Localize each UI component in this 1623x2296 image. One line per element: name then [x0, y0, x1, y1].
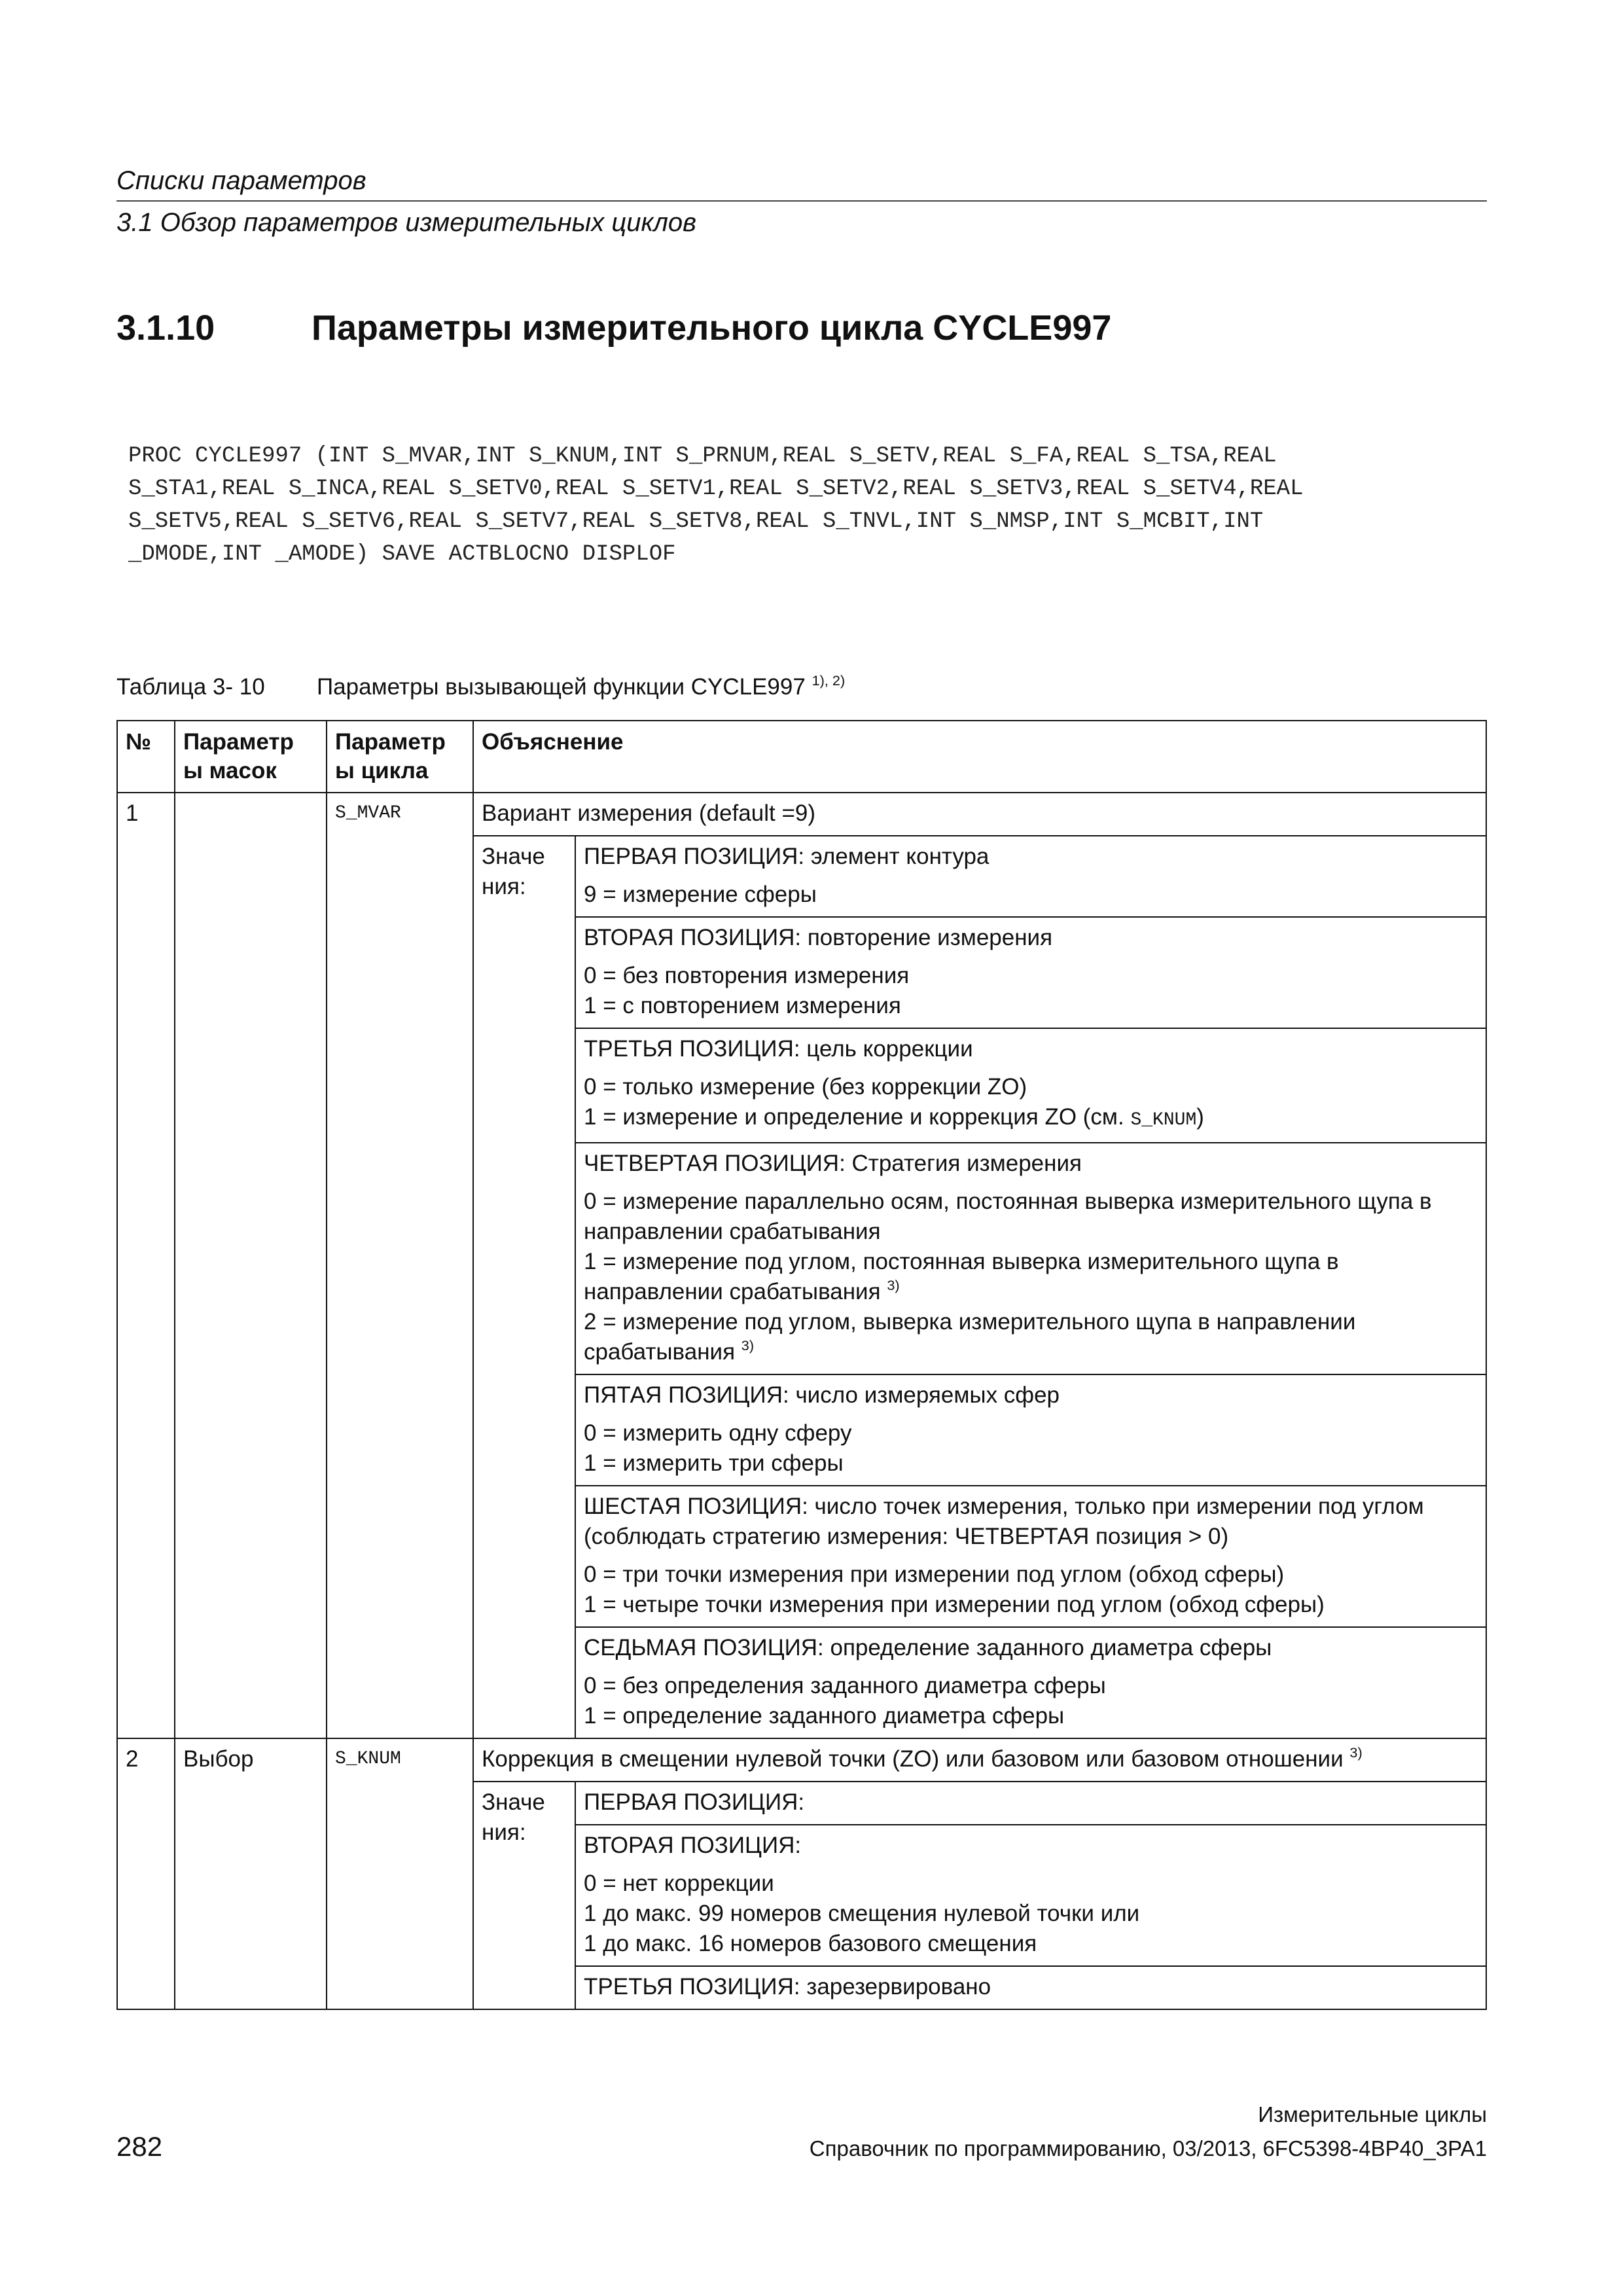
footnote-ref: 3) [741, 1336, 755, 1354]
position-heading: ВТОРАЯ ПОЗИЦИЯ: [584, 1833, 802, 1858]
row-description: Коррекция в смещении нулевой точки (ZO) или базовом или базовом отношении [482, 1746, 1344, 1772]
position-line: 1 = четыре точки измерения при измерении под углом (обход сферы) [584, 1592, 1325, 1617]
position-block [575, 1825, 1486, 1966]
position-heading: ТРЕТЬЯ ПОЗИЦИЯ: зарезервировано [584, 1974, 991, 2000]
row-number: 1 [117, 793, 175, 1738]
position-heading: ЧЕТВЕРТАЯ ПОЗИЦИЯ: Стратегия измерения [584, 1151, 1082, 1176]
position-heading: ВТОРАЯ ПОЗИЦИЯ: повторение измерения [584, 925, 1053, 950]
running-header-chapter: Списки параметров [116, 166, 366, 195]
table-caption-label: Таблица 3- 10 [116, 674, 265, 700]
header-mask-params: Параметр ы масок [175, 721, 327, 793]
proc-line: _DMODE,INT _AMODE) SAVE ACTBLOCNO DISPLOF [128, 542, 676, 567]
position-line-note [584, 1307, 1478, 1367]
position-line: 9 = измерение сферы [584, 882, 817, 907]
position-heading: ПЕРВАЯ ПОЗИЦИЯ: [584, 1789, 805, 1815]
position-block [575, 1486, 1486, 1627]
position-line: 0 = без определения заданного диаметра сферы [584, 1673, 1106, 1698]
values-label: Значе ния: [473, 1782, 575, 2009]
position-block [575, 917, 1486, 1028]
position-heading: ТРЕТЬЯ ПОЗИЦИЯ: цель коррекции [584, 1036, 973, 1062]
footer-book-title: Измерительные циклы [1258, 2102, 1487, 2126]
position-line: 0 = измерить одну сферу [584, 1420, 852, 1446]
row-cycle-param: S_KNUM [327, 1738, 473, 2009]
table-caption-footnote: 1), 2) [812, 672, 846, 689]
proc-signature [128, 440, 1476, 571]
row-cycle-param: S_MVAR [327, 793, 473, 1738]
parameters-table [116, 720, 1487, 2010]
position-line: 0 = без повторения измерения [584, 963, 910, 988]
row-mask-param: Выбор [175, 1738, 327, 2009]
section-title: Параметры измерительного цикла CYCLE997 [312, 308, 1112, 348]
position-line: 0 = нет коррекции [584, 1871, 774, 1896]
proc-line: S_SETV5,REAL S_SETV6,REAL S_SETV7,REAL S_SETV8,REAL S_TNVL,INT S_NMSP,INT S_MCBIT,INT [128, 509, 1264, 534]
table-row [117, 1738, 1486, 1782]
footer-reference: Справочник по программированию, 03/2013, 6FC5398-4BP40_3PA1 [809, 2136, 1487, 2161]
param-reference: S_KNUM [1130, 1110, 1197, 1130]
header-cycle-params: Параметр ы цикла [327, 721, 473, 793]
position-block [575, 1374, 1486, 1486]
position-block [575, 1143, 1486, 1374]
position-block [575, 1966, 1486, 2009]
table-caption-text: Параметры вызывающей функции CYCLE997 [317, 674, 806, 700]
proc-line: S_STA1,REAL S_INCA,REAL S_SETV0,REAL S_SETV1,REAL S_SETV2,REAL S_SETV3,REAL S_SETV4,REAL [128, 476, 1304, 501]
position-line-tail: ) [1196, 1104, 1204, 1130]
position-heading: ПЕРВАЯ ПОЗИЦИЯ: элемент контура [584, 844, 990, 869]
page-number: 282 [116, 2131, 163, 2162]
position-line: 0 = три точки измерения при измерении под углом (обход сферы) [584, 1562, 1285, 1587]
values-label: Значе ния: [473, 836, 575, 1738]
table-header-row [117, 721, 1486, 793]
proc-line: PROC CYCLE997 (INT S_MVAR,INT S_KNUM,INT S_PRNUM,REAL S_SETV,REAL S_FA,REAL S_TSA,REAL [128, 444, 1277, 469]
position-block [575, 1028, 1486, 1143]
position-line: 1 до макс. 16 номеров базового смещения [584, 1931, 1037, 1956]
position-line: 2 = измерение под углом, выверка измерительного щупа в направлении срабатывания [584, 1309, 1356, 1365]
position-line: 0 = измерение параллельно осям, постоянная выверка измерительного щупа в направлении срабатывания [584, 1189, 1432, 1244]
position-line: 1 = измерение и определение и коррекция ZO (см. [584, 1104, 1131, 1130]
position-block [575, 1782, 1486, 1825]
position-heading: ШЕСТАЯ ПОЗИЦИЯ: число точек измерения, только при измерении под углом (соблюдать стратегию измерения: ЧЕТВЕРТАЯ позиция > 0) [584, 1494, 1424, 1549]
row-mask-param [175, 793, 327, 1738]
position-heading: СЕДЬМАЯ ПОЗИЦИЯ: определение заданного диаметра сферы [584, 1635, 1272, 1660]
footnote-ref: 3) [887, 1276, 900, 1293]
table-row [117, 793, 1486, 836]
table-caption [317, 674, 845, 700]
position-line: 1 = измерение под углом, постоянная выверка измерительного щупа в направлении срабатывания [584, 1249, 1339, 1304]
position-line: 1 = определение заданного диаметра сферы [584, 1703, 1065, 1729]
footnote-ref: 3) [1349, 1744, 1363, 1761]
running-header-section: 3.1 Обзор параметров измерительных циклов [116, 208, 697, 237]
row-number: 2 [117, 1738, 175, 2009]
position-block [575, 1627, 1486, 1738]
header-explanation: Объяснение [473, 721, 1486, 793]
position-line-note [584, 1247, 1478, 1307]
section-number: 3.1.10 [116, 308, 215, 348]
position-heading: ПЯТАЯ ПОЗИЦИЯ: число измеряемых сфер [584, 1382, 1060, 1408]
header-rule [116, 200, 1487, 202]
header-num: № [117, 721, 175, 793]
position-line: 0 = только измерение (без коррекции ZO) [584, 1074, 1027, 1100]
row-description-note [473, 1738, 1486, 1782]
position-line: 1 = с повторением измерения [584, 993, 901, 1018]
row-description: Вариант измерения (default =9) [473, 793, 1486, 836]
position-block [575, 836, 1486, 917]
position-line: 1 = измерить три сферы [584, 1450, 844, 1476]
position-line-ref [584, 1102, 1478, 1136]
position-line: 1 до макс. 99 номеров смещения нулевой точки или [584, 1901, 1140, 1926]
